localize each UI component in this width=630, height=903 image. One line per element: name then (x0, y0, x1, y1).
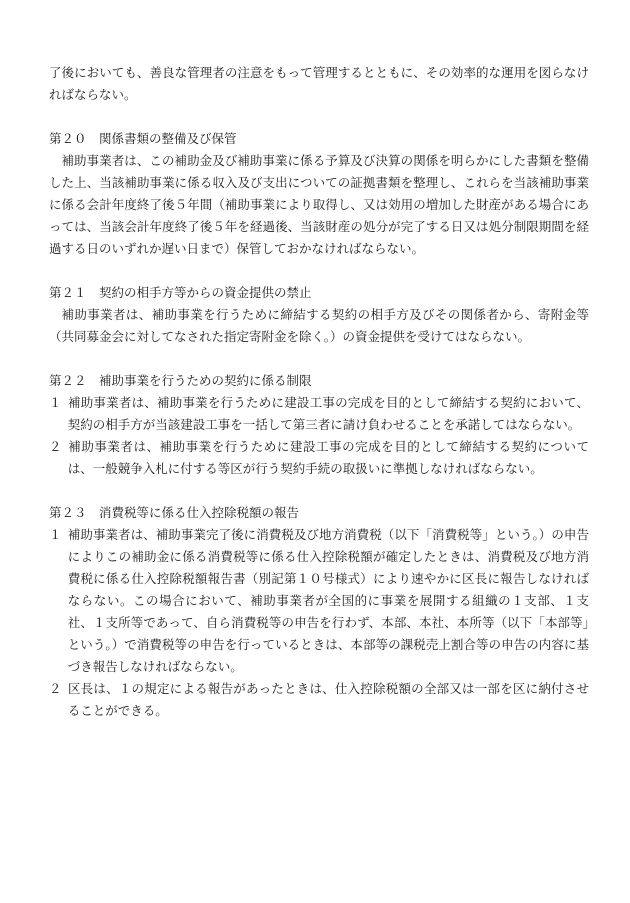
item-number: １ (49, 527, 62, 542)
spacer (49, 348, 589, 370)
section-heading-23: 第２３ 消費税等に係る仕入控除税額の報告 (49, 505, 300, 520)
spacer (49, 480, 589, 502)
section-body-20: 補助事業者は、この補助金及び補助事業に係る予算及び決算の関係を明らかにした書類を整備した上、当該補助事業に係る収入及び支出についての証拠書類を整理し、これらを当該補助事業に係る会計年度終了後５年間（補助事業により取得し、又は効用の増加した財産がある場合にあっては、当該会計年度終了後５年を経過後、当該財産の処分が完了する日又は処分制限期間を経過する日のいずれか遅い日まで）保管しておかなければならない。 (49, 153, 589, 256)
item-text: 補助事業者は、補助事業を行うために建設工事の完成を目的として締結する契約において、契約の相手方が当該建設工事を一括して第三者に請け負わせることを承諾してはならない。 (67, 395, 589, 432)
document-page (49, 62, 589, 722)
item-number: １ (49, 395, 62, 410)
section-heading-22: 第２２ 補助事業を行うための契約に係る制限 (49, 373, 312, 388)
section-body-21: 補助事業者は、補助事業を行うために締結する契約の相手方及びその関係者から、寄附金等（共同募金会に対してなされた指定寄附金を除く。）の資金提供を受けてはならない。 (49, 307, 589, 344)
intro-paragraph: 了後においても、善良な管理者の注意をもって管理するとともに、その効率的な運用を図らなければならない。 (49, 65, 589, 102)
section-heading-21: 第２１ 契約の相手方等からの資金提供の禁止 (49, 285, 312, 300)
section-heading-20: 第２０ 関係書類の整備及び保管 (49, 131, 237, 146)
spacer (49, 260, 589, 282)
list-item (49, 436, 589, 480)
list-item (49, 392, 589, 436)
item-text: 補助事業者は、補助事業を行うために建設工事の完成を目的として締結する契約については、一般競争入札に付する等区が行う契約手続の取扱いに準拠しなければならない。 (67, 439, 589, 476)
list-item (49, 524, 589, 678)
item-text: 区長は、１の規定による報告があったときは、仕入控除税額の全部又は一部を区に納付させることができる。 (67, 681, 589, 718)
item-number: ２ (49, 681, 62, 696)
item-number: ２ (49, 439, 62, 454)
list-item (49, 678, 589, 722)
item-text: 補助事業者は、補助事業完了後に消費税及び地方消費税（以下「消費税等」という。）の申告によりこの補助金に係る消費税等に係る仕入控除税額が確定したときは、消費税及び地方消費税に係る仕入控除税額報告書（別記第１０号様式）により速やかに区長に報告しなければならない。この場合において、補助事業者が全国的に事業を展開する組織の１支部、１支社、１支所等であって、自ら消費税等の申告を行わず、本部、本社、本所等（以下「本部等」という。）で消費税等の申告を行っているときは、本部等の課税売上割合等の申告の内容に基づき報告しなければならない。 (67, 527, 589, 674)
spacer (49, 106, 589, 128)
